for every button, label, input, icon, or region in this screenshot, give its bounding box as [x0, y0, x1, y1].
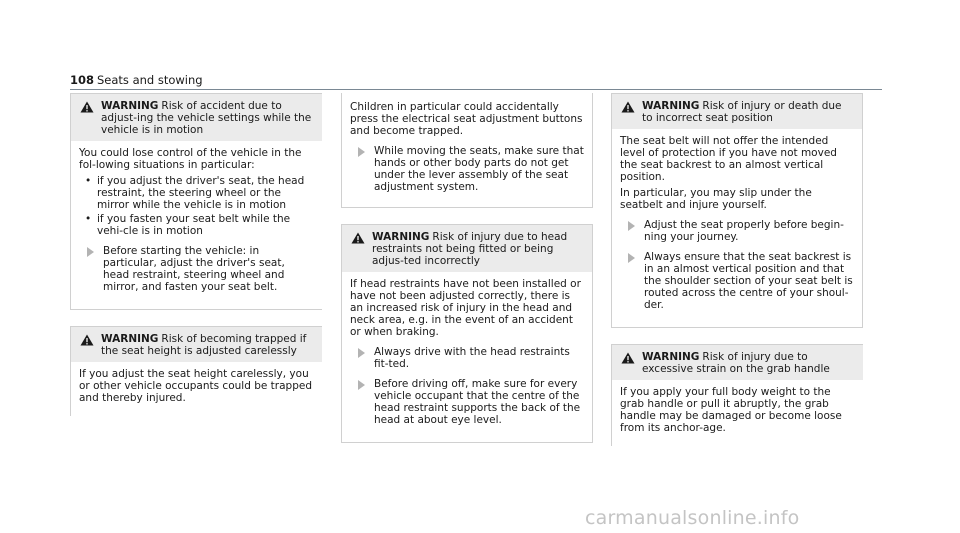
- list-item: • if you adjust the driver's seat, the head restraint, the steering wheel or the mirror while the vehicle is in motion: [79, 175, 314, 211]
- bullet-list: [79, 175, 314, 237]
- warning-title: Risk of injury due to excessive strain on the grab handle: [642, 351, 830, 375]
- step-text: Adjust the seat properly before begin-ning your journey.: [644, 219, 844, 243]
- warning-label: WARNING: [101, 333, 159, 345]
- warning-header: [71, 94, 322, 141]
- warning-text: If head restraints have not been installed or have not been adjusted correctly, there is an increased risk of injury in the head and neck area, e.g. in the event of an accident or when braking.: [350, 278, 581, 338]
- running-title: Seats and stowing: [97, 73, 203, 87]
- warning-label: WARNING: [101, 100, 159, 112]
- warning-body: [342, 272, 592, 442]
- page-header: [70, 73, 882, 87]
- step-arrow-icon: [87, 247, 94, 257]
- instruction-step: [350, 145, 584, 193]
- list-item: • if you fasten your seat belt while the vehi-cle is in motion: [79, 213, 314, 237]
- warning-label: WARNING: [642, 100, 700, 112]
- step-text: Before starting the vehicle: in particular, adjust the driver's seat, head restraint, steering wheel and mirror, and fasten your seat belt.: [103, 245, 285, 293]
- warning-body: [71, 141, 322, 309]
- instruction-step: [79, 245, 314, 293]
- instruction-step: [350, 346, 584, 370]
- step-arrow-icon: [358, 147, 365, 157]
- step-arrow-icon: [628, 221, 635, 231]
- step-text: Always ensure that the seat backrest is in an almost vertical position and that the shoulder section of your seat belt is routed across the centre of your shoul-der.: [644, 251, 853, 311]
- warning-triangle-icon: [621, 101, 635, 113]
- warning-text: In particular, you may slip under the seatbelt and injure yourself.: [620, 187, 812, 211]
- warning-triangle-icon: [351, 232, 365, 244]
- warning-label: WARNING: [642, 351, 700, 363]
- watermark: carmanualsonline.info: [585, 507, 800, 529]
- step-arrow-icon: [628, 253, 635, 263]
- warning-title: Risk of injury or death due to incorrect seat position: [642, 100, 842, 124]
- warning-grab-handle: [611, 344, 863, 446]
- warning-head-restraints: [341, 224, 593, 443]
- warning-header: [71, 327, 322, 362]
- step-text: Always drive with the head restraints fit-ted.: [374, 346, 570, 370]
- continued-body: [342, 93, 592, 207]
- header-rule: [70, 89, 882, 90]
- continued-text: Children in particular could accidentally press the electrical seat adjustment buttons and become trapped.: [350, 101, 583, 137]
- instruction-step: [350, 378, 584, 426]
- warning-intro: You could lose control of the vehicle in the fol-lowing situations in particular:: [79, 147, 302, 171]
- warning-title: Risk of becoming trapped if the seat height is adjusted carelessly: [101, 333, 307, 357]
- instruction-step: [620, 251, 854, 311]
- column-1: [70, 93, 322, 428]
- warning-body: [71, 362, 322, 416]
- step-arrow-icon: [358, 348, 365, 358]
- warning-header: [612, 345, 863, 380]
- column-2: [341, 93, 593, 455]
- step-text: While moving the seats, make sure that hands or other body parts do not get under the lever assembly of the seat adjustment system.: [374, 145, 584, 193]
- warning-text: If you adjust the seat height carelessly, you or other vehicle occupants could be trapped and thereby injured.: [79, 368, 312, 404]
- warning-trapped-seat-height: [70, 326, 322, 416]
- warning-body: [612, 129, 862, 327]
- warning-text: If you apply your full body weight to the grab handle or pull it abruptly, the grab handle may be damaged or become loose from its anchor-age.: [620, 386, 842, 434]
- warning-triangle-icon: [621, 352, 635, 364]
- warning-triangle-icon: [80, 334, 94, 346]
- warning-accident-adjusting: [70, 93, 322, 310]
- instruction-step: [620, 219, 854, 243]
- warning-title: Risk of accident due to adjust-ing the vehicle settings while the vehicle is in motion: [101, 100, 312, 136]
- warning-seat-position: [611, 93, 863, 328]
- warning-body: [612, 380, 863, 446]
- step-text: Before driving off, make sure for every vehicle occupant that the centre of the head restraint supports the back of the head at about eye level.: [374, 378, 581, 426]
- warning-title: Risk of injury due to head restraints not being fitted or being adjus-ted incorrectly: [372, 231, 568, 267]
- warning-header: [342, 225, 592, 272]
- warning-continued: [341, 93, 593, 208]
- warning-label: WARNING: [372, 231, 430, 243]
- column-3: [611, 93, 863, 458]
- warning-triangle-icon: [80, 101, 94, 113]
- step-arrow-icon: [358, 380, 365, 390]
- warning-text: The seat belt will not offer the intended level of protection if you have not moved the seat backrest to an almost vertical position.: [620, 135, 837, 183]
- warning-header: [612, 94, 862, 129]
- page-number: 108: [70, 73, 95, 87]
